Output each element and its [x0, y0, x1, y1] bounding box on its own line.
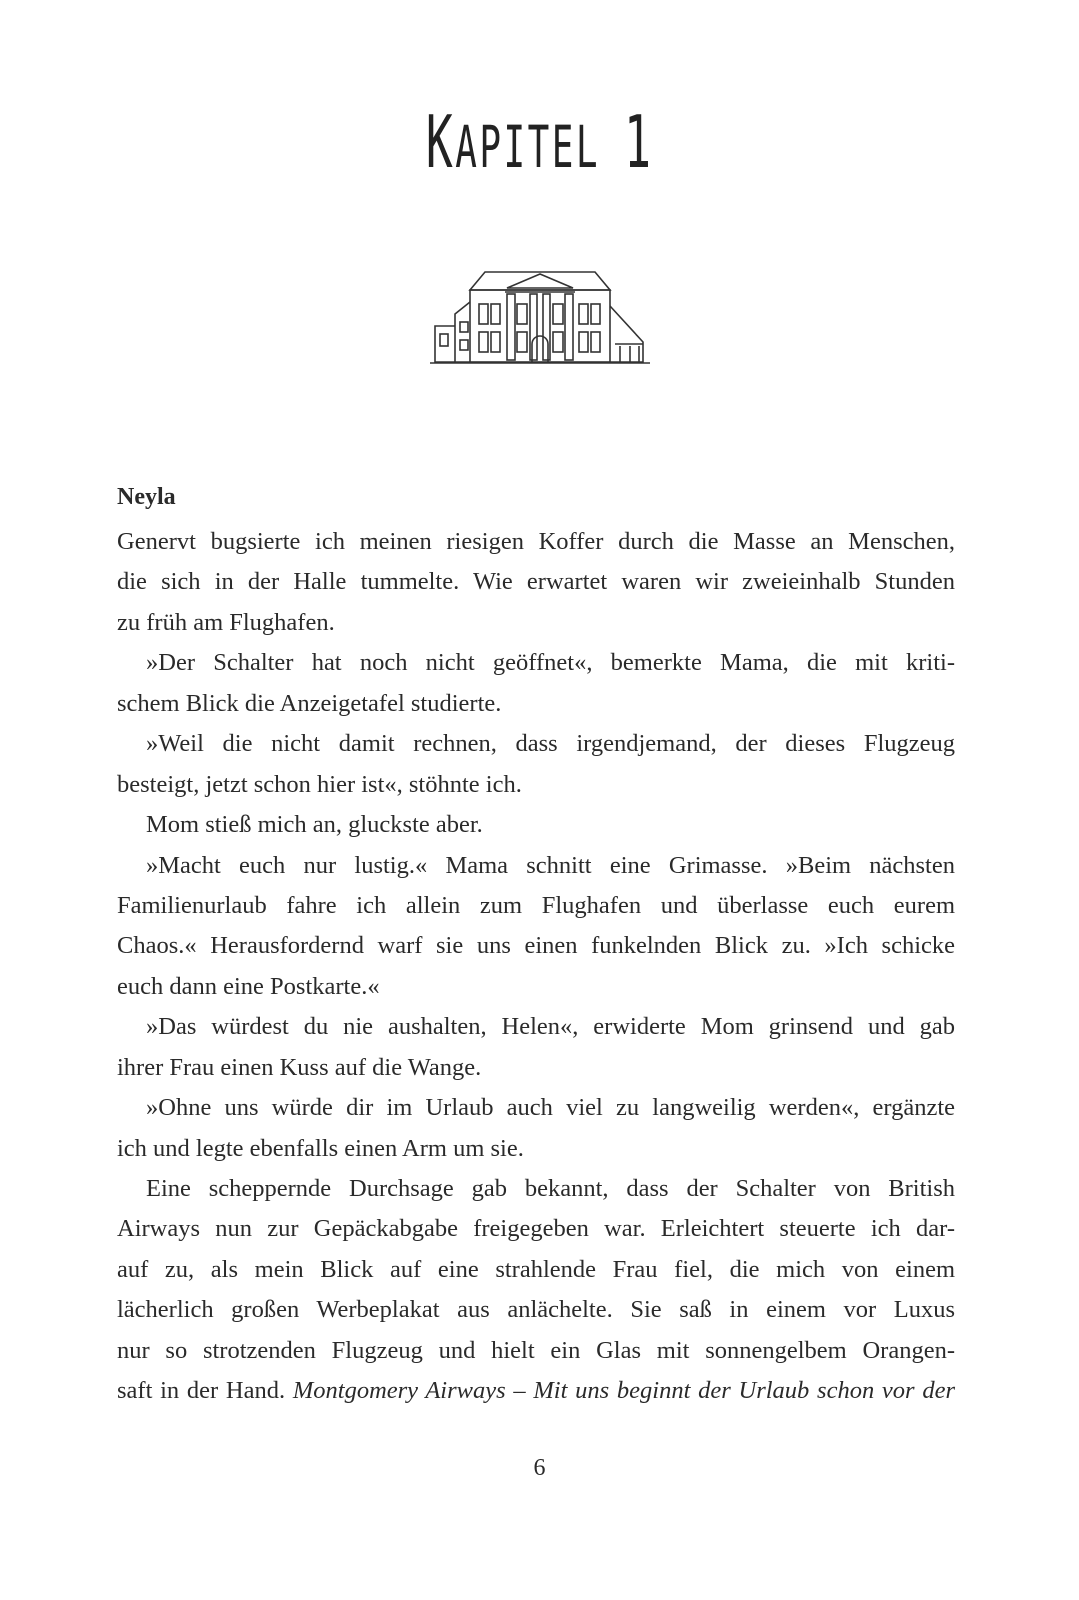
text-line	[117, 1169, 955, 1209]
text-line	[117, 1007, 955, 1047]
line-text: schem Blick die Anzeigetafel studierte.	[117, 689, 502, 717]
text-line	[117, 1088, 955, 1128]
line-text: euch dann eine Postkarte.«	[117, 972, 380, 1000]
line-text: »Ohne uns würde dir im Urlaub auch viel zu langweilig werden«, ergänzte	[146, 1094, 955, 1122]
line-text: »Der Schalter hat noch nicht geöffnet«, bemerkte Mama, die mit kriti-	[146, 649, 955, 677]
text-line	[117, 522, 955, 562]
chapter-initial: K	[425, 100, 456, 184]
line-text: saft in der Hand.	[117, 1377, 293, 1405]
text-line	[117, 1290, 955, 1330]
line-text: besteigt, jetzt schon hier ist«, stöhnte ich.	[117, 770, 522, 798]
line-text: nur so strotzenden Flugzeug und hielt ein Glas mit sonnengelbem Orangen-	[117, 1336, 955, 1364]
text-line	[117, 724, 955, 764]
text-line	[117, 1129, 955, 1169]
text-line	[117, 886, 955, 926]
line-text: Mom stieß mich an, gluckste aber.	[146, 811, 483, 839]
text-line	[117, 1209, 955, 1249]
line-text: »Weil die nicht damit rechnen, dass irgendjemand, der dieses Flugzeug	[146, 730, 955, 758]
speaker-name: Neyla	[117, 484, 176, 510]
text-line	[117, 805, 955, 845]
text-line	[117, 926, 955, 966]
line-text: lächerlich großen Werbeplakat aus anlächelte. Sie saß in einem vor Luxus	[117, 1296, 955, 1324]
line-text: ihrer Frau einen Kuss auf die Wange.	[117, 1053, 482, 1081]
line-text: Genervt bugsierte ich meinen riesigen Koffer durch die Masse an Menschen,	[117, 528, 955, 555]
italic-text: Montgomery Airways – Mit uns beginnt der Urlaub schon vor der	[292, 1377, 955, 1405]
line-text: »Das würdest du nie aushalten, Helen«, erwiderte Mom grinsend und gab	[146, 1013, 955, 1041]
body-text	[117, 522, 955, 1412]
text-line	[117, 643, 955, 683]
mansion-illustration-icon	[415, 262, 660, 367]
page-number: 6	[533, 1455, 546, 1481]
chapter-heading	[205, 100, 874, 184]
text-line	[117, 1331, 955, 1371]
text-line	[117, 603, 955, 643]
text-line	[117, 846, 955, 886]
chapter-word: APITEL	[455, 113, 601, 181]
text-line	[117, 1250, 955, 1290]
line-text: Airways nun zur Gepäckabgabe freigegeben war. Erleichtert steuerte ich dar-	[117, 1215, 955, 1243]
text-line	[117, 765, 955, 805]
line-text: Eine scheppernde Durchsage gab bekannt, dass der Schalter von British	[146, 1175, 955, 1202]
text-line	[117, 1048, 955, 1088]
text-line	[117, 562, 955, 602]
line-text: »Macht euch nur lustig.« Mama schnitt eine Grimasse. »Beim nächsten	[146, 851, 955, 879]
line-text: auf zu, als mein Blick auf eine strahlende Frau fiel, die mich von einem	[117, 1255, 955, 1283]
text-line	[117, 1371, 955, 1411]
chapter-number: 1	[624, 100, 654, 184]
line-text: Familienurlaub fahre ich allein zum Flughafen und überlasse euch eurem	[117, 891, 955, 919]
line-text: zu früh am Flughafen.	[117, 608, 335, 636]
text-line	[117, 684, 955, 724]
text-line	[117, 967, 955, 1007]
line-text: ich und legte ebenfalls einen Arm um sie.	[117, 1134, 524, 1162]
line-text: die sich in der Halle tummelte. Wie erwartet waren wir zweieinhalb Stunden	[117, 568, 955, 596]
line-text: Chaos.« Herausfordernd warf sie uns einen funkelnden Blick zu. »Ich schicke	[117, 932, 955, 960]
